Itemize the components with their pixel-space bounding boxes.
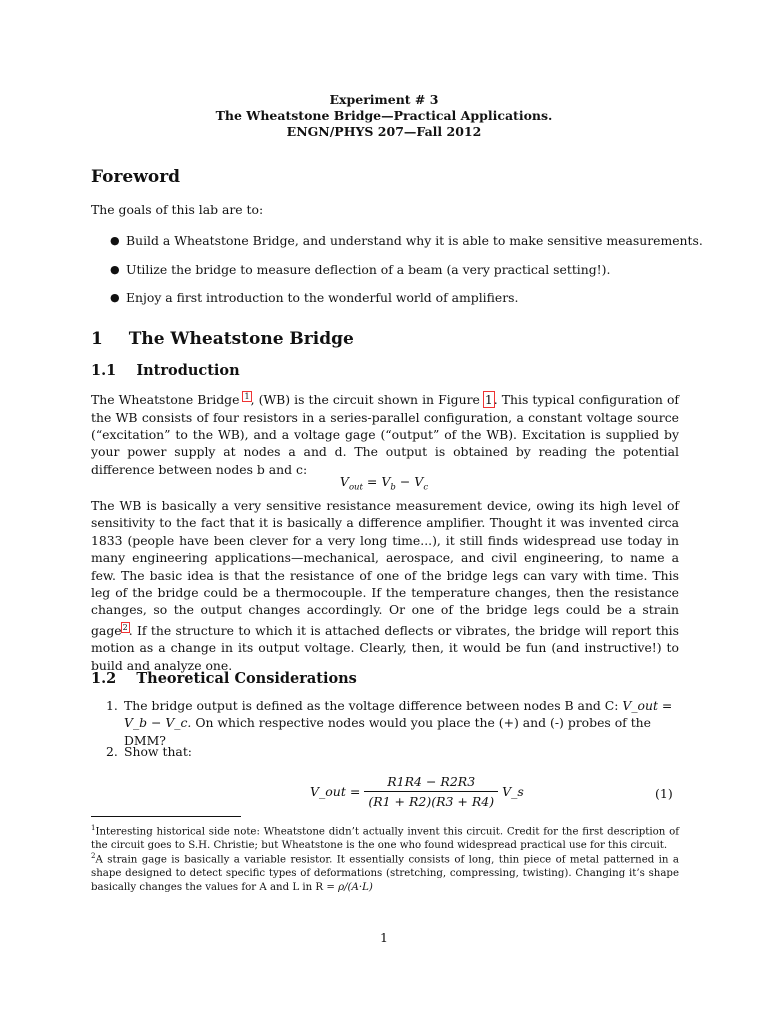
footnote-2: $^2$A strain gage is basically a variable resistor. It essentially consists of long, thin piece of metal patterned in a shape designed to detect specific types of deformations (stretching, compressing, twisting). Changing it’s shape basically changes the values for A and L in R = ρ/(A·L): [91, 852, 679, 894]
figure-link-1[interactable]: 1: [484, 392, 493, 408]
bridge-output-equation: V_out = $\frac{R1R4 - R2R3}{(R1 + R2)(R3 + R4)}$ V_s: [310, 774, 524, 809]
list-item-2: 2. Show that:: [106, 744, 192, 759]
footnote-1: $^1$Interesting historical side note: Wheatstone didn’t actually invent this circuit. Credit for the first description of the circuit goes to S.H. Christie; but Wheatstone is the one who found widespread practical use for this circuit.: [91, 824, 679, 852]
experiment-title: The Wheatstone Bridge—Practical Applications.: [215, 108, 553, 123]
document-title-block: [0, 92, 768, 140]
equation-number: (1): [655, 786, 673, 801]
bridge-output-fraction: $\frac{R1R4 - R2R3}{(R1 + R2)(R3 + R4)}$: [364, 774, 498, 809]
list-item-1: 1. The bridge output is defined as the voltage difference between nodes B and C: V_out = V_b − V_c. On which respective nodes would you place the (+) and (-) probes of the DMM?: [106, 698, 673, 748]
bullet-icon: ●: [110, 263, 120, 276]
introduction-paragraph-1: The Wheatstone Bridge $^1$, (WB) is the circuit shown in Figure 1. This typical configuration of the WB consists of four resistors in a series-parallel configuration, a constant voltage source (“excitation” to the WB), and a voltage gage (“output” of the WB). Excitation is supplied by your power supply at nodes a and d. The output is obtained by reading the potential difference between nodes b and c:: [91, 392, 679, 477]
goal-bullet-3: ● Enjoy a first introduction to the wonderful world of amplifiers.: [110, 290, 519, 305]
output-voltage-inline: V_out = V_b − V_c.: [124, 698, 673, 731]
output-voltage-equation: $V_{out} = V_b - V_c$: [339, 474, 429, 493]
section-1-heading: 1 The Wheatstone Bridge: [91, 329, 354, 349]
footnote-link-1[interactable]: 1: [244, 392, 250, 401]
footnote-link-2[interactable]: 2: [122, 622, 128, 632]
experiment-number: Experiment # 3: [329, 92, 439, 107]
page-number: 1: [380, 930, 388, 945]
course-term: ENGN/PHYS 207—Fall 2012: [286, 124, 482, 139]
bullet-icon: ●: [110, 291, 120, 304]
foreword-intro: The goals of this lab are to:: [91, 202, 264, 217]
resistance-formula: ρ/(A·L): [338, 882, 373, 894]
goal-bullet-1: ● Build a Wheatstone Bridge, and understand why it is able to make sensitive measurements.: [110, 233, 703, 248]
introduction-paragraph-2: The WB is basically a very sensitive resistance measurement device, owing its high level of sensitivity to the fact that it is basically a difference amplifier. Thought it was invented circa 1833 (people have been clever for a very long time...), it still finds widespread use today in many engineering applications—mechanical, aerospace, and civil engineering, to name a few. The basic idea is that the resistance of one of the bridge legs can vary with time. This leg of the bridge could be a thermocouple. If the temperature changes, then the resistance changes, so the output changes accordingly. Or one of the bridge legs could be a strain gage$^2$. If the structure to which it is attached deflects or vibrates, the bridge will report this motion as a change in its output voltage. Clearly, then, it would be fun (and instructive!) to build and analyze one.: [91, 498, 679, 673]
bullet-icon: ●: [110, 234, 120, 247]
subsection-1-1-heading: 1.1 Introduction: [91, 362, 240, 379]
footnote-rule: [91, 816, 241, 817]
subsection-1-2-heading: 1.2 Theoretical Considerations: [91, 670, 357, 687]
foreword-heading: Foreword: [91, 167, 181, 187]
goal-bullet-2: ● Utilize the bridge to measure deflection of a beam (a very practical setting!).: [110, 262, 611, 277]
